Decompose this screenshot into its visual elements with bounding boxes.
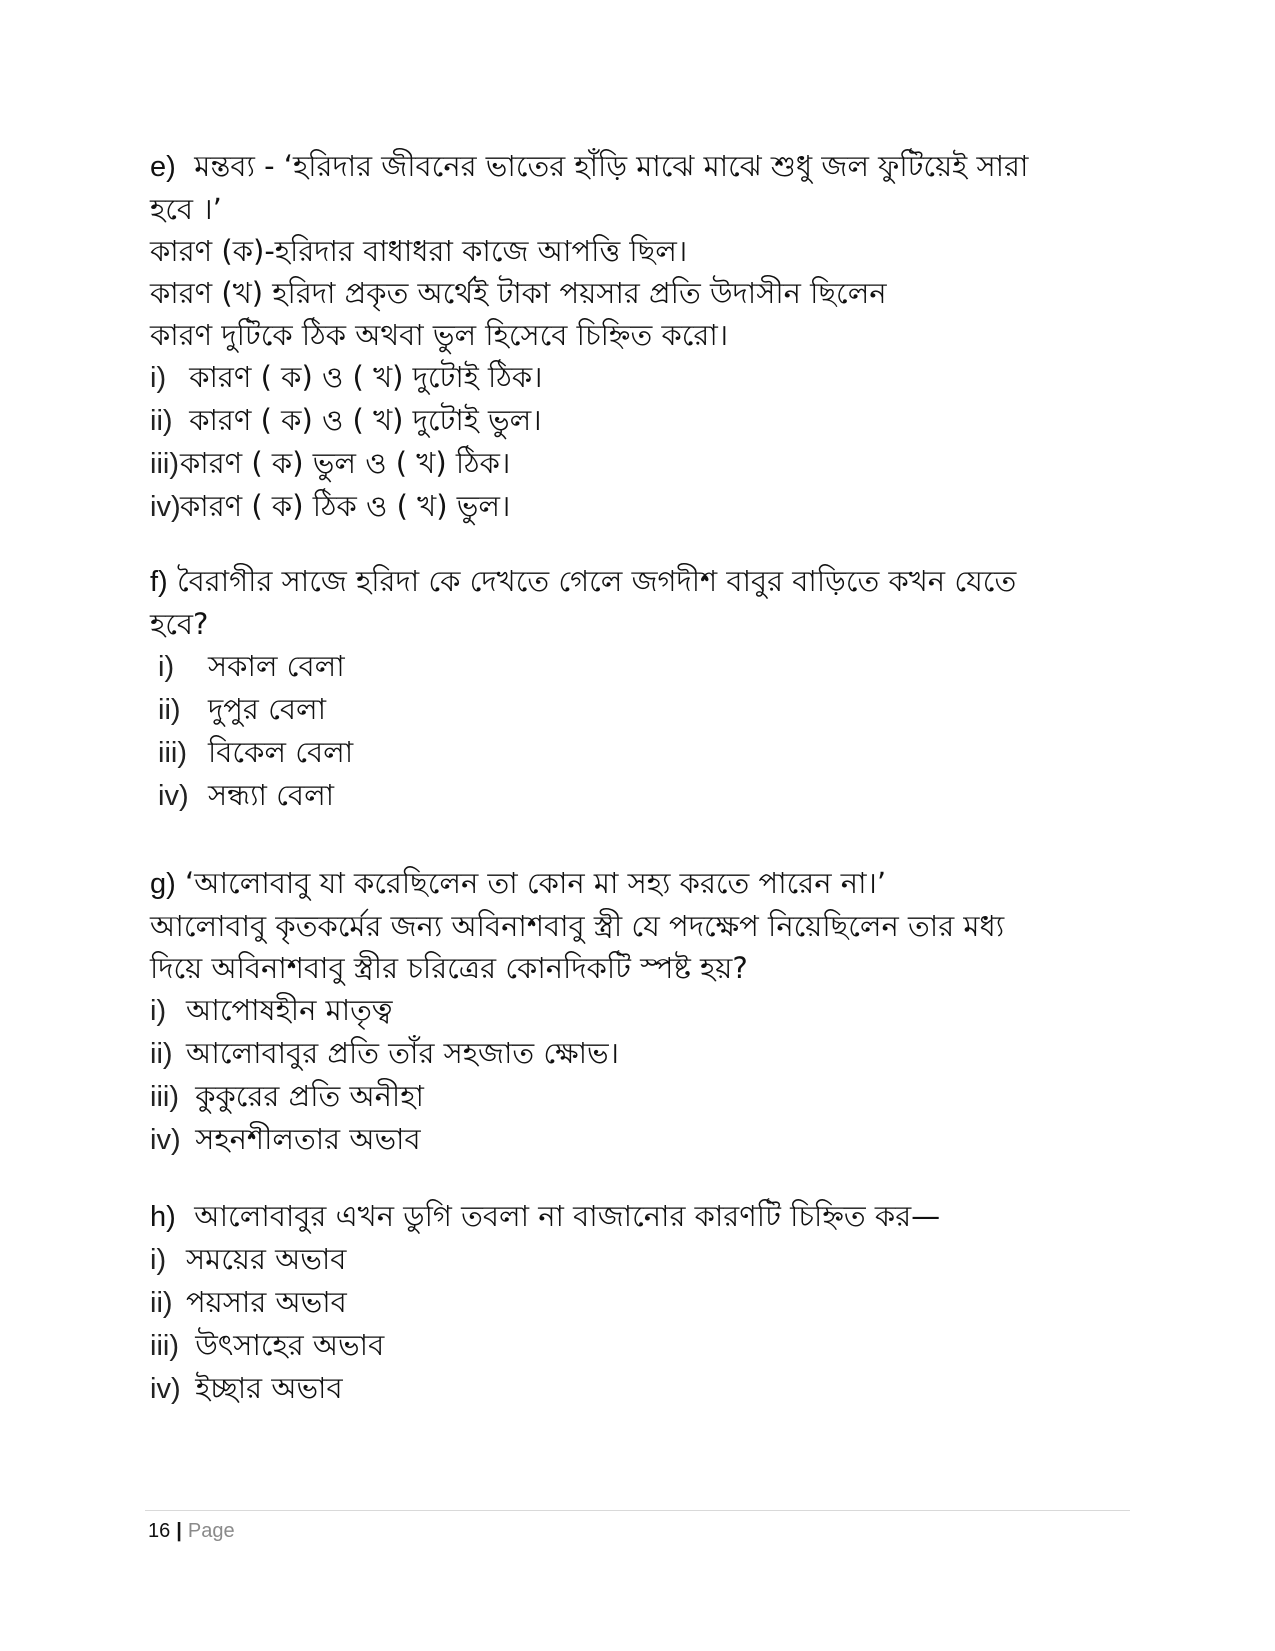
- question-g-line-1: [150, 862, 1130, 905]
- option-text: বিকেল বেলা: [208, 735, 354, 769]
- question-e-line-4: কারণ (খ) হরিদা প্রকৃত অর্থেই টাকা পয়সার প্রতি উদাসীন ছিলেন: [150, 276, 887, 310]
- question-h-option-2: [150, 1281, 1130, 1324]
- question-h-option-1: [150, 1238, 1130, 1281]
- question-e-option-4: [150, 485, 1130, 528]
- option-text: সকাল বেলা: [208, 649, 345, 683]
- question-h-option-4: [150, 1367, 1130, 1410]
- option-number: iv): [150, 1124, 181, 1156]
- option-number: iii): [150, 1081, 179, 1113]
- option-text: সন্ধ্যা বেলা: [208, 778, 335, 812]
- option-number: iv): [158, 780, 189, 812]
- question-g-label: g): [150, 868, 176, 900]
- question-e: [150, 145, 1130, 528]
- option-text: কারণ ( ক) ভুল ও ( খ) ঠিক।: [180, 446, 511, 480]
- question-f-line-2: হবে?: [150, 607, 209, 641]
- option-text: কারণ ( ক) ঠিক ও ( খ) ভুল।: [180, 489, 511, 523]
- option-number: iv): [150, 1373, 181, 1405]
- page-label: Page: [187, 1520, 235, 1542]
- option-text: উৎসাহের অভাব: [195, 1328, 385, 1362]
- question-f: [150, 560, 1130, 817]
- question-h-option-3: [150, 1324, 1130, 1367]
- question-e-label: e): [150, 151, 176, 183]
- option-text: ইচ্ছার অভাব: [195, 1371, 343, 1405]
- question-g-line-3: দিয়ে অবিনাশবাবু স্ত্রীর চরিত্রের কোনদিকটি স্পষ্ট হয়?: [150, 951, 748, 985]
- question-f-label: f): [150, 566, 168, 598]
- question-f-option-3: [150, 731, 1130, 774]
- question-g-line-2: আলোবাবু কৃতকর্মের জন্য অবিনাশবাবু স্ত্রী যে পদক্ষেপ নিয়েছিলেন তার মধ্য: [150, 909, 1005, 943]
- option-number: iv): [150, 491, 181, 523]
- page-footer: [148, 1518, 235, 1544]
- option-number: iii): [150, 448, 179, 480]
- question-e-option-3: [150, 442, 1130, 485]
- question-e-option-2: [150, 399, 1130, 442]
- question-h-text-1: আলোবাবুর এখন ডুগি তবলা না বাজানোর কারণটি চিহ্নিত কর—: [194, 1199, 941, 1233]
- question-g-option-4: [150, 1118, 1130, 1161]
- question-g-option-3: [150, 1075, 1130, 1118]
- question-e-option-1: [150, 356, 1130, 399]
- question-g: [150, 862, 1130, 1161]
- question-f-line-1: [150, 560, 1130, 603]
- option-text: সহনশীলতার অভাব: [195, 1122, 421, 1156]
- question-e-line-3: কারণ (ক)-হরিদার বাধাধরা কাজে আপত্তি ছিল।: [150, 234, 688, 268]
- option-text: কারণ ( ক) ও ( খ) দুটোই ভুল।: [189, 403, 542, 437]
- page-number: 16: [148, 1520, 171, 1542]
- question-f-text-1: বৈরাগীর সাজে হরিদা কে দেখতে গেলে জগদীশ বাবুর বাড়িতে কখন যেতে: [176, 564, 1017, 598]
- option-number: ii): [158, 694, 181, 726]
- question-g-option-2: [150, 1032, 1130, 1075]
- question-e-line-5: কারণ দুটিকে ঠিক অথবা ভুল হিসেবে চিহ্নিত করো।: [150, 318, 729, 352]
- option-number: ii): [150, 1287, 173, 1319]
- question-h-label: h): [150, 1201, 176, 1233]
- question-e-text-1: মন্তব্য - ‘হরিদার জীবনের ভাতের হাঁড়ি মাঝে মাঝে শুধু জল ফুটিয়েই সারা: [194, 149, 1029, 183]
- question-g-text-1: ‘আলোবাবু যা করেছিলেন তা কোন মা সহ্য করতে পারেন না।’: [185, 866, 887, 900]
- option-number: ii): [150, 405, 173, 437]
- option-text: আপোষহীন মাতৃত্ব: [186, 993, 393, 1027]
- question-h-line-1: [150, 1195, 1130, 1238]
- option-text: দুপুর বেলা: [208, 692, 327, 726]
- footer-divider: [145, 1510, 1130, 1511]
- option-number: iii): [158, 737, 187, 769]
- option-number: i): [150, 995, 167, 1027]
- option-number: iii): [150, 1330, 179, 1362]
- question-f-option-1: [150, 645, 1130, 688]
- option-text: আলোবাবুর প্রতি তাঁর সহজাত ক্ষোভ।: [186, 1036, 619, 1070]
- question-f-option-2: [150, 688, 1130, 731]
- question-e-line-1: [150, 145, 1130, 188]
- question-h: [150, 1195, 1130, 1410]
- option-number: i): [150, 1244, 167, 1276]
- question-f-option-4: [150, 774, 1130, 817]
- option-text: সময়ের অভাব: [186, 1242, 347, 1276]
- option-text: কারণ ( ক) ও ( খ) দুটোই ঠিক।: [189, 360, 543, 394]
- option-number: i): [158, 651, 175, 683]
- footer-separator: |: [176, 1520, 182, 1542]
- question-g-option-1: [150, 989, 1130, 1032]
- question-e-line-2: হবে ।’: [150, 192, 222, 226]
- option-number: i): [150, 362, 167, 394]
- option-number: ii): [150, 1038, 173, 1070]
- option-text: কুকুরের প্রতি অনীহা: [195, 1079, 424, 1113]
- option-text: পয়সার অভাব: [186, 1285, 347, 1319]
